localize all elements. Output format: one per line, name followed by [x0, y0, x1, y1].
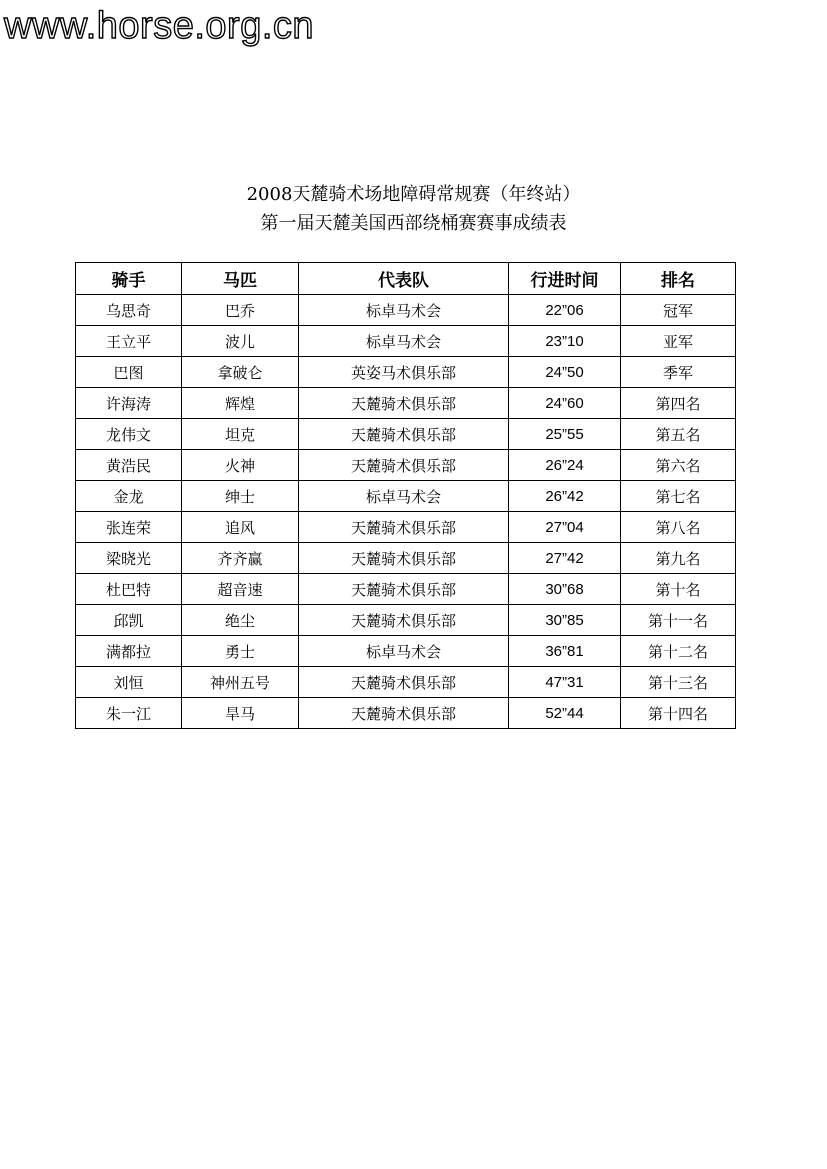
- cell-team: 天麓骑术俱乐部: [299, 512, 509, 543]
- cell-rider: 梁晓光: [76, 543, 182, 574]
- cell-rider: 朱一江: [76, 698, 182, 729]
- cell-rank: 第六名: [621, 450, 736, 481]
- cell-rider: 满都拉: [76, 636, 182, 667]
- header-time: 行进时间: [509, 263, 621, 295]
- table-row: [76, 667, 736, 698]
- table-row: [76, 543, 736, 574]
- table-row: [76, 326, 736, 357]
- cell-rank: 亚军: [621, 326, 736, 357]
- document-subtitle: 第一届天麓美国西部绕桶赛赛事成绩表: [260, 213, 567, 234]
- cell-time: 22”06: [509, 295, 621, 326]
- cell-rider: 杜巴特: [76, 574, 182, 605]
- table-row: [76, 419, 736, 450]
- cell-time: 52”44: [509, 698, 621, 729]
- cell-time: 25”55: [509, 419, 621, 450]
- cell-rider: 张连荣: [76, 512, 182, 543]
- cell-rider: 乌思奇: [76, 295, 182, 326]
- cell-rank: 第十三名: [621, 667, 736, 698]
- cell-horse: 绅士: [182, 481, 299, 512]
- cell-time: 23”10: [509, 326, 621, 357]
- cell-horse: 坦克: [182, 419, 299, 450]
- cell-rider: 金龙: [76, 481, 182, 512]
- cell-team: 标卓马术会: [299, 481, 509, 512]
- cell-rank: 第七名: [621, 481, 736, 512]
- cell-team: 英姿马术俱乐部: [299, 357, 509, 388]
- cell-rank: 第十二名: [621, 636, 736, 667]
- table-row: [76, 357, 736, 388]
- cell-time: 36”81: [509, 636, 621, 667]
- cell-rank: 第四名: [621, 388, 736, 419]
- table-row: [76, 512, 736, 543]
- table-row: [76, 388, 736, 419]
- cell-horse: 巴乔: [182, 295, 299, 326]
- cell-team: 标卓马术会: [299, 295, 509, 326]
- cell-team: 天麓骑术俱乐部: [299, 667, 509, 698]
- cell-horse: 火神: [182, 450, 299, 481]
- table-row: [76, 450, 736, 481]
- cell-rank: 冠军: [621, 295, 736, 326]
- cell-time: 47”31: [509, 667, 621, 698]
- header-horse: 马匹: [182, 263, 299, 295]
- document-title: 2008天麓骑术场地障碍常规赛（年终站）: [246, 184, 581, 205]
- cell-time: 24”60: [509, 388, 621, 419]
- cell-time: 27”42: [509, 543, 621, 574]
- cell-horse: 齐齐赢: [182, 543, 299, 574]
- cell-rank: 第九名: [621, 543, 736, 574]
- cell-team: 天麓骑术俱乐部: [299, 543, 509, 574]
- cell-rider: 许海涛: [76, 388, 182, 419]
- cell-rank: 第十名: [621, 574, 736, 605]
- cell-time: 26”42: [509, 481, 621, 512]
- table-row: [76, 574, 736, 605]
- cell-team: 天麓骑术俱乐部: [299, 419, 509, 450]
- table-row: [76, 698, 736, 729]
- cell-rank: 第十一名: [621, 605, 736, 636]
- cell-team: 标卓马术会: [299, 636, 509, 667]
- cell-horse: 旱马: [182, 698, 299, 729]
- cell-rider: 王立平: [76, 326, 182, 357]
- cell-team: 天麓骑术俱乐部: [299, 388, 509, 419]
- cell-horse: 追风: [182, 512, 299, 543]
- results-table: [75, 262, 736, 729]
- cell-horse: 拿破仑: [182, 357, 299, 388]
- table-row: [76, 605, 736, 636]
- cell-rider: 黄浩民: [76, 450, 182, 481]
- cell-rider: 刘恒: [76, 667, 182, 698]
- cell-rider: 龙伟文: [76, 419, 182, 450]
- cell-time: 24”50: [509, 357, 621, 388]
- cell-rank: 第五名: [621, 419, 736, 450]
- cell-horse: 勇士: [182, 636, 299, 667]
- cell-time: 30”85: [509, 605, 621, 636]
- cell-team: 天麓骑术俱乐部: [299, 450, 509, 481]
- watermark-url: www.horse.org.cn: [4, 5, 315, 47]
- cell-horse: 辉煌: [182, 388, 299, 419]
- cell-rank: 季军: [621, 357, 736, 388]
- table-row: [76, 481, 736, 512]
- results-body: [76, 295, 736, 729]
- cell-rank: 第十四名: [621, 698, 736, 729]
- cell-time: 26”24: [509, 450, 621, 481]
- cell-time: 27”04: [509, 512, 621, 543]
- table-header-row: [76, 263, 736, 295]
- cell-time: 30”68: [509, 574, 621, 605]
- cell-rider: 邱凯: [76, 605, 182, 636]
- cell-team: 天麓骑术俱乐部: [299, 698, 509, 729]
- table-row: [76, 636, 736, 667]
- cell-team: 天麓骑术俱乐部: [299, 574, 509, 605]
- cell-rank: 第八名: [621, 512, 736, 543]
- table-row: [76, 295, 736, 326]
- cell-team: 标卓马术会: [299, 326, 509, 357]
- header-rider: 骑手: [76, 263, 182, 295]
- header-rank: 排名: [621, 263, 736, 295]
- cell-rider: 巴图: [76, 357, 182, 388]
- cell-horse: 波儿: [182, 326, 299, 357]
- cell-horse: 超音速: [182, 574, 299, 605]
- header-team: 代表队: [299, 263, 509, 295]
- cell-horse: 绝尘: [182, 605, 299, 636]
- cell-team: 天麓骑术俱乐部: [299, 605, 509, 636]
- cell-horse: 神州五号: [182, 667, 299, 698]
